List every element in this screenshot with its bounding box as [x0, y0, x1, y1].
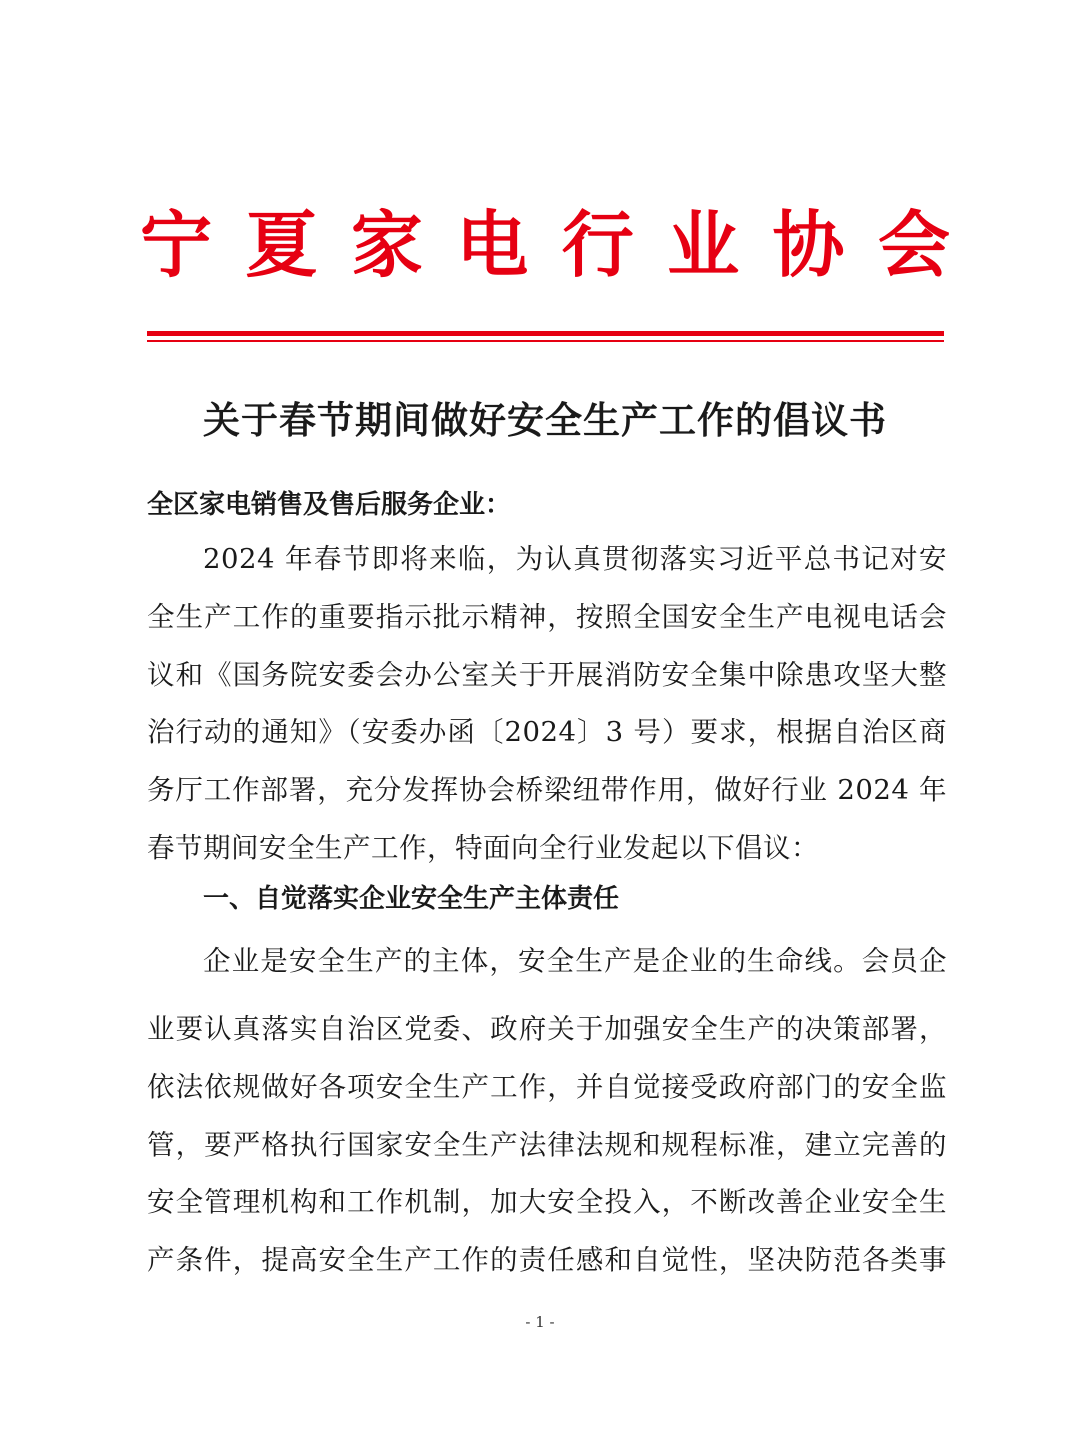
masthead-divider-thin [147, 340, 944, 342]
paragraph-line: 务厅工作部署，充分发挥协会桥梁纽带作用，做好行业 2024 年 [147, 774, 947, 807]
masthead-char: 电 [456, 202, 529, 287]
masthead-char: 行 [561, 202, 634, 287]
paragraph-line: 依法依规做好各项安全生产工作，并自觉接受政府部门的安全监 [147, 1070, 947, 1103]
paragraph-line: 全生产工作的重要指示批示精神，按照全国安全生产电视电话会 [147, 600, 947, 633]
paragraph-line: 管，要严格执行国家安全生产法律法规和规程标准，建立完善的 [147, 1128, 947, 1161]
masthead-char: 业 [667, 202, 740, 287]
paragraph-line: 春节期间安全生产工作，特面向全行业发起以下倡议： [147, 831, 819, 864]
paragraph-line: 2024 年春节即将来临，为认真贯彻落实习近平总书记对安 [203, 543, 947, 575]
masthead-organization-name [140, 195, 950, 295]
page-number: - 1 - [525, 1313, 555, 1331]
section-1-paragraph [147, 1001, 947, 1290]
masthead-char: 协 [772, 202, 845, 287]
paragraph-line: 产条件，提高安全生产工作的责任感和自觉性，坚决防范各类事 [147, 1244, 947, 1277]
section-heading: 一、自觉落实企业安全生产主体责任 [203, 884, 620, 914]
masthead-divider-thick [147, 331, 944, 336]
salutation: 全区家电销售及售后服务企业： [147, 490, 512, 520]
intro-paragraph [147, 531, 947, 878]
paragraph-line: 议和《国务院安委会办公室关于开展消防安全集中除患攻坚大整 [147, 658, 947, 691]
paragraph-line: 业要认真落实自治区党委、政府关于加强安全生产的决策部署， [147, 1013, 947, 1045]
masthead-char: 夏 [245, 202, 318, 287]
masthead-char: 宁 [140, 202, 213, 287]
paragraph-line: 企业是安全生产的主体，安全生产是企业的生命线。会员企 [203, 945, 947, 977]
masthead-char: 家 [350, 202, 423, 287]
document-title: 关于春节期间做好安全生产工作的倡议书 [203, 398, 887, 442]
paragraph-line: 治行动的通知》（安委办函〔2024〕3 号）要求，根据自治区商 [147, 716, 947, 749]
paragraph-line: 安全管理机构和工作机制，加大安全投入，不断改善企业安全生 [147, 1186, 947, 1219]
masthead-char: 会 [877, 202, 950, 287]
